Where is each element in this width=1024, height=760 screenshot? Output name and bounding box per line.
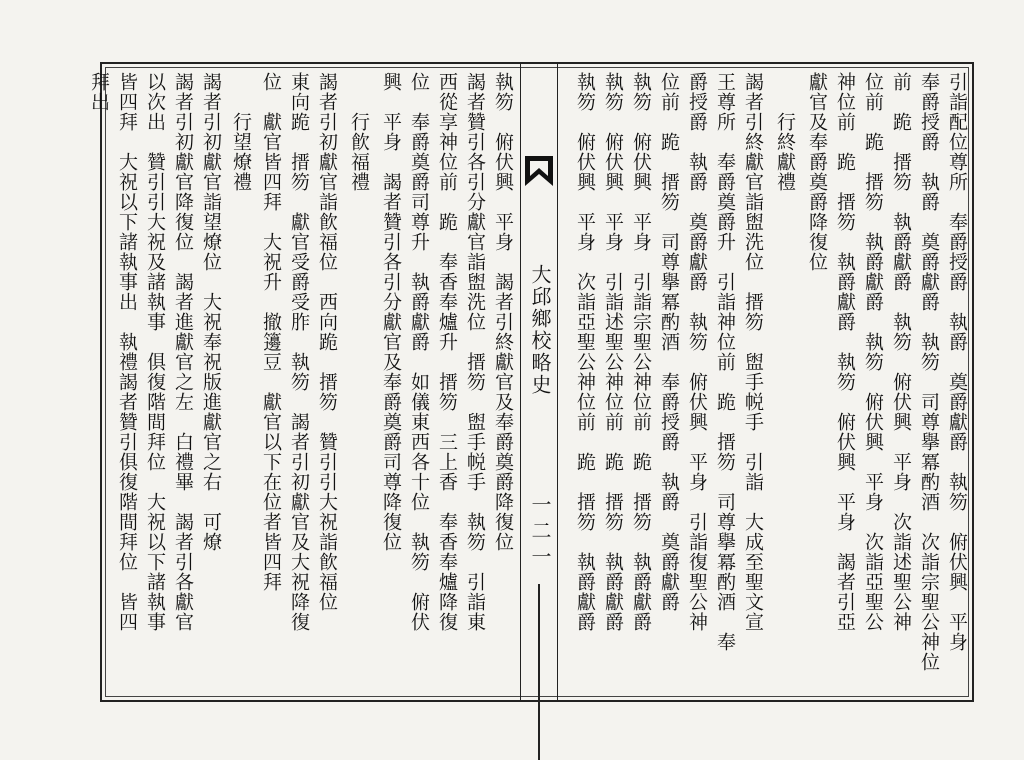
text-column: 神位前 跪 搢笏 執爵獻爵 執笏 俯伏興 平身 謁者引亞	[834, 72, 856, 632]
text-column: 東向跪 搢笏 獻官受爵受胙 執笏 謁者引初獻官及大祝降復	[288, 72, 310, 632]
text-column: 謁者引初獻官降復位 謁者進獻官之左 白禮畢 謁者引各獻官	[172, 72, 194, 632]
text-column: 謁者贊引各引分獻官詣盥洗位 搢笏 盥手帨手 執笏 引詣東	[464, 72, 486, 632]
text-column: 奉爵授爵 執爵 奠爵獻爵 執笏 司尊擧冪酌酒 次詣宗聖公神位	[918, 72, 940, 672]
page-number: 一二一	[528, 494, 552, 572]
text-column: 執笏 俯伏興 平身 次詣亞聖公神位前 跪 搢笏 執爵獻爵	[574, 72, 596, 632]
text-column: 位前 跪 搢笏 執爵獻爵 執笏 俯伏興 平身 次詣亞聖公	[862, 72, 884, 632]
section-heading: 行望燎禮	[230, 112, 252, 192]
center-fold	[520, 64, 558, 700]
text-column: 拜出	[88, 72, 110, 112]
section-heading: 行飮福禮	[348, 112, 370, 192]
text-column: 位前 跪 搢笏 司尊擧冪酌酒 奉爵授爵 執爵 奠爵獻爵	[658, 72, 680, 612]
book-title: 大邱鄉校略史	[528, 264, 552, 396]
text-column: 位 獻官皆四拜 大祝升 撤籩豆 獻官以下在位者皆四拜	[260, 72, 282, 592]
text-column: 王尊所 奉爵奠爵升 引詣神位前 跪 搢笏 司尊擧冪酌酒 奉	[714, 72, 736, 652]
text-column: 執笏 俯伏興 平身 謁者引終獻官及奉爵奠爵降復位	[492, 72, 514, 552]
text-column: 興 平身 謁者贊引各引分獻官及奉爵奠爵司尊降復位	[380, 72, 402, 552]
fold-rule	[538, 584, 540, 760]
text-column: 西從享神位前 跪 奉香奉爐升 搢笏 三上香 奉香奉爐降復	[436, 72, 458, 632]
fish-tail-mark-icon	[525, 156, 553, 186]
text-column: 執笏 俯伏興 平身 引詣宗聖公神位前 跪 搢笏 執爵獻爵	[630, 72, 652, 632]
text-column: 謁者引初獻官詣望燎位 大祝奉祝版進獻官之右 可燎	[200, 72, 222, 552]
text-column: 爵授爵 執爵 奠爵獻爵 執笏 俯伏興 平身 引詣復聖公神	[686, 72, 708, 632]
text-column: 位 奉爵奠爵司尊升 執爵獻爵 如儀東西各十位 執笏 俯伏	[408, 72, 430, 632]
section-heading: 行終獻禮	[774, 112, 796, 192]
text-column: 獻官及奉爵奠爵降復位	[806, 72, 828, 272]
text-column: 謁者引初獻官詣飮福位 西向跪 搢笏 贊引引大祝詣飮福位	[316, 72, 338, 612]
text-column: 以次出 贊引引大祝及諸執事 俱復階間拜位 大祝以下諸執事	[144, 72, 166, 632]
text-column: 謁者引終獻官詣盥洗位 搢笏 盥手帨手 引詣 大成至聖文宣	[742, 72, 764, 632]
text-column: 前 跪 搢笏 執爵獻爵 執笏 俯伏興 平身 次詣述聖公神	[890, 72, 912, 632]
text-column: 引詣配位尊所 奉爵授爵 執爵 奠爵獻爵 執笏 俯伏興 平身	[946, 72, 968, 652]
text-column: 執笏 俯伏興 平身 引詣述聖公神位前 跪 搢笏 執爵獻爵	[602, 72, 624, 632]
text-column: 皆四拜 大祝以下諸執事出 執禮謁者贊引俱復階間拜位 皆四	[116, 72, 138, 632]
